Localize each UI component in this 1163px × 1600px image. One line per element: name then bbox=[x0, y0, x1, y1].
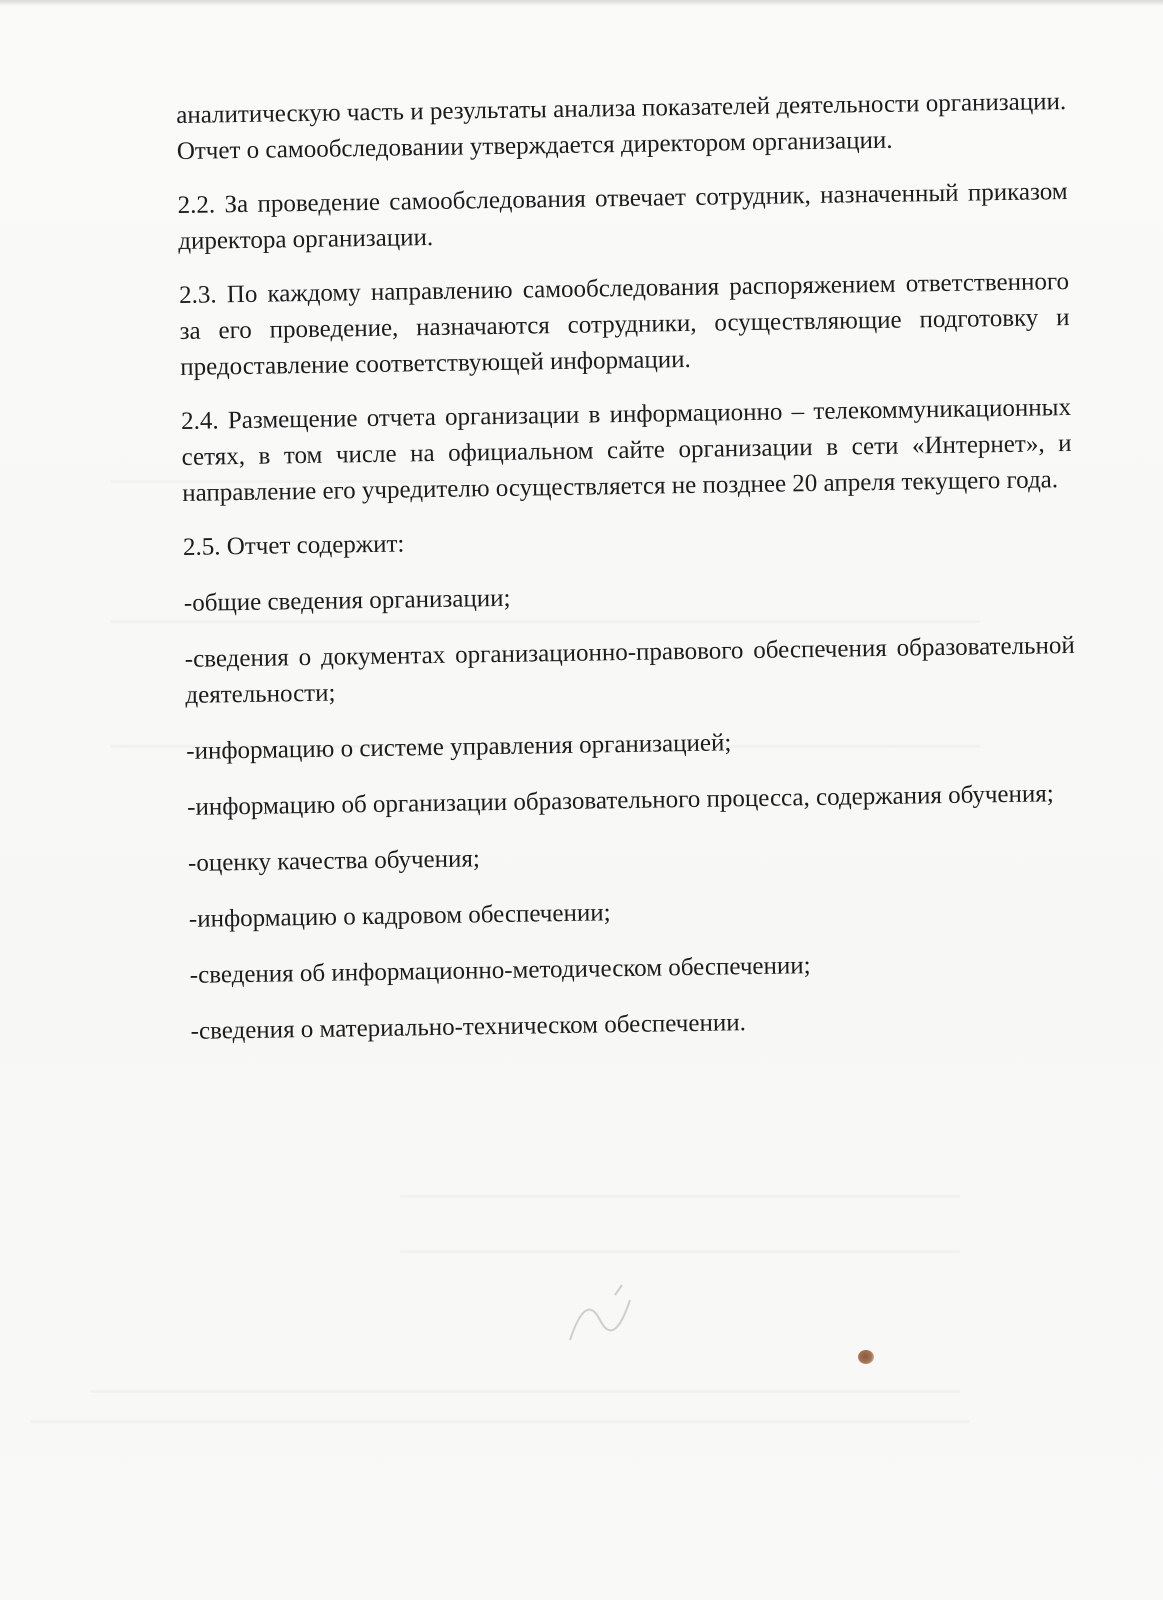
paragraph-2-5: 2.5. Отчет содержит: bbox=[182, 530, 405, 561]
list-item: -общие сведения организации; bbox=[183, 584, 511, 617]
ink-stain bbox=[858, 1350, 874, 1364]
show-through-line bbox=[400, 1195, 960, 1198]
list-item: -информацию об организации образовательного процесса, содержания обучения; bbox=[186, 780, 1054, 821]
list-item: -оценку качества обучения; bbox=[187, 845, 481, 877]
show-through-line bbox=[30, 1420, 970, 1423]
list-item: -сведения о материально-техническом обеспечении. bbox=[190, 1009, 747, 1045]
paragraph-2-2: 2.2. За проведение самообследования отвечает сотрудник, назначенный приказом директора организации. bbox=[177, 178, 1068, 255]
scan-top-edge bbox=[0, 0, 1163, 6]
list-item: -информацию о системе управления организацией; bbox=[186, 729, 732, 765]
paragraph-2-4: 2.4. Размещение отчета организации в информационно – телекоммуникационных сетях, в том числе на официальном сайте организации в сети «Интернет», и направление его учредителю осуществляется не позднее 20 апреля текущего года. bbox=[180, 393, 1072, 507]
show-through-line bbox=[400, 1250, 960, 1253]
list-item: -информацию о кадровом обеспечении; bbox=[188, 899, 611, 933]
document-body bbox=[176, 84, 1081, 1070]
faint-pencil-mark bbox=[560, 1280, 650, 1350]
paragraph-intro: аналитическую часть и результаты анализа показателей деятельности организации. Отчет о самообследовании утверждается директором организации. bbox=[176, 88, 1067, 165]
paragraph-2-3: 2.3. По каждому направлению самообследования распоряжением ответственного за его проведение, назначаются сотрудники, осуществляющие подготовку и предоставление соответствующей информации. bbox=[178, 267, 1070, 381]
list-item: -сведения о документах организационно-правового обеспечения образовательной деятельности; bbox=[184, 631, 1075, 709]
show-through-line bbox=[90, 1390, 960, 1393]
list-item: -сведения об информационно-методическом обеспечении; bbox=[189, 952, 811, 989]
